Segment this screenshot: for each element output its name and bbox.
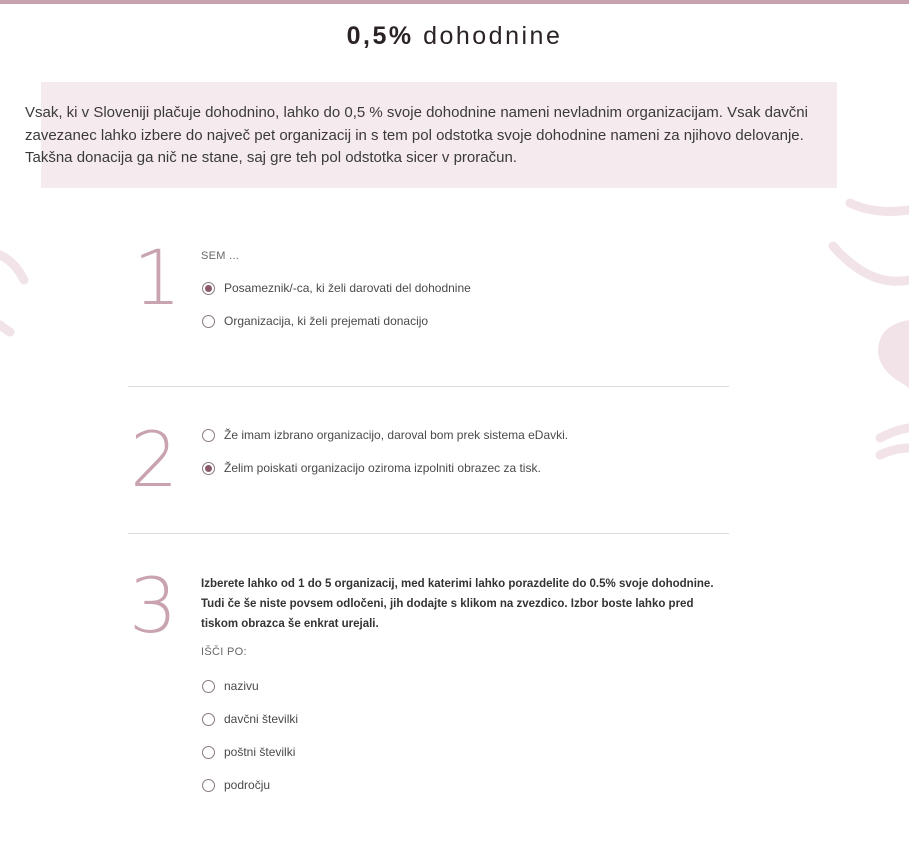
radio-button[interactable]: [202, 680, 215, 693]
radio-dot: [205, 285, 212, 292]
step-2-number: 2: [130, 415, 179, 504]
radio-search-form[interactable]: [202, 459, 541, 477]
radio-organization[interactable]: [202, 312, 428, 330]
radio-search-field[interactable]: [202, 776, 270, 794]
radio-button[interactable]: [202, 429, 215, 442]
radio-search-postal-code[interactable]: [202, 743, 295, 761]
radio-button-selected[interactable]: [202, 462, 215, 475]
radio-individual-label: Posameznik/-ca, ki želi darovati del dohodnine: [224, 281, 471, 295]
radio-button[interactable]: [202, 746, 215, 759]
step-1-label: SEM ...: [201, 250, 240, 262]
step-3-description: Izberete lahko od 1 do 5 organizacij, med katerimi lahko porazdelite do 0.5% svoje dohodnine. Tudi če še niste povsem odločeni, jih dodajte s klikom na zvezdico. Izbor boste lahko pred tiskom obrazca še enkrat urejali.: [201, 578, 714, 630]
title-percentage: 0,5%: [346, 22, 414, 50]
radio-search-name-label: nazivu: [224, 679, 259, 693]
radio-search-name[interactable]: [202, 677, 259, 695]
intro-paragraph: Vsak, ki v Sloveniji plačuje dohodnino, lahko do 0,5 % svoje dohodnine nameni nevladnim organizacijam. Vsak davčni zavezanec lahko izbere do največ pet organizacij in s tem pol odstotka svoje dohodnine nameni za njihovo delovanje. Takšna donacija ga nič ne stane, saj gre teh pol odstotka sicer v proračun.: [25, 104, 808, 166]
step-3-number: 3: [129, 561, 178, 650]
radio-edavki-label: Že imam izbrano organizacijo, daroval bom prek sistema eDavki.: [224, 428, 569, 442]
radio-individual[interactable]: [202, 279, 471, 297]
radio-edavki[interactable]: [202, 426, 568, 444]
radio-button-selected[interactable]: [202, 282, 215, 295]
search-by-label: IŠČI PO:: [201, 646, 247, 658]
radio-search-tax-number-label: davčni številki: [224, 712, 299, 726]
radio-organization-label: Organizacija, ki želi prejemati donacijo: [224, 314, 429, 328]
page-title: [0, 22, 909, 51]
radio-search-form-label: Želim poiskati organizacijo oziroma izpolniti obrazec za tisk.: [224, 461, 541, 475]
title-word: dohodnine: [423, 22, 563, 50]
radio-button[interactable]: [202, 315, 215, 328]
step-1-number: 1: [133, 233, 182, 322]
radio-dot: [205, 465, 212, 472]
radio-search-field-label: področju: [224, 778, 271, 792]
radio-search-postal-code-label: poštni številki: [224, 745, 296, 759]
divider-1: [128, 386, 729, 387]
radio-button[interactable]: [202, 713, 215, 726]
divider-2: [128, 533, 729, 534]
radio-search-tax-number[interactable]: [202, 710, 298, 728]
radio-button[interactable]: [202, 779, 215, 792]
